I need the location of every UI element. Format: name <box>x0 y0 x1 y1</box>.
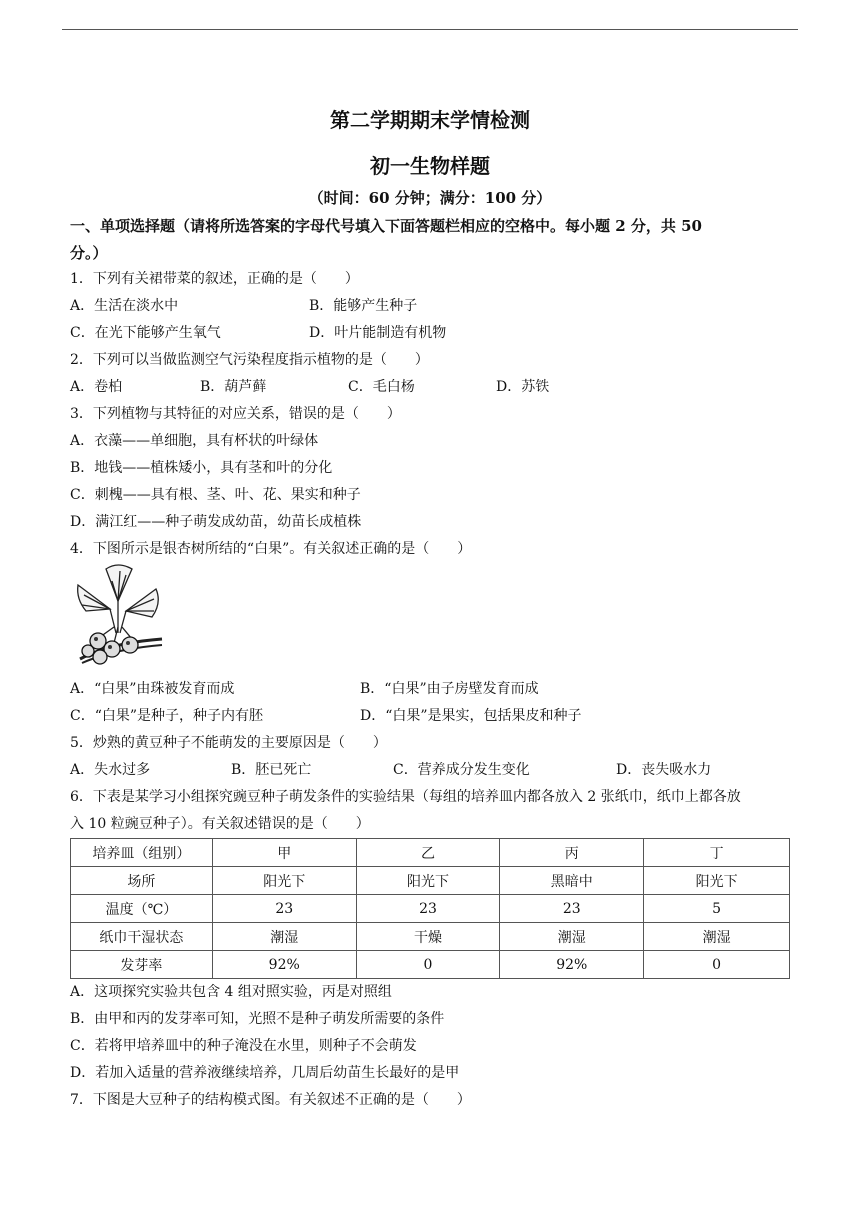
section-heading-line1: 一、单项选择题（请将所选答案的字母代号填入下面答题栏相应的空格中。每小题 2 分，共 50 <box>70 217 702 235</box>
q3-stem: 3．下列植物与其特征的对应关系，错误的是（ ） <box>70 406 401 422</box>
table-cell: 潮湿 <box>644 923 790 951</box>
table-cell: 场所 <box>71 867 213 895</box>
q5-option-b: B．胚已死亡 <box>231 762 312 778</box>
q4-option-c: C．“白果”是种子，种子内有胚 <box>70 708 264 724</box>
table-cell: 纸巾干湿状态 <box>71 923 213 951</box>
q5-stem: 5．炒熟的黄豆种子不能萌发的主要原因是（ ） <box>70 735 387 751</box>
table-cell: 5 <box>644 895 790 923</box>
table-cell: 23 <box>356 895 500 923</box>
table-cell: 乙 <box>356 839 500 867</box>
q6-option-b: B．由甲和丙的发芽率可知，光照不是种子萌发所需要的条件 <box>70 1011 445 1027</box>
table-row <box>71 951 790 979</box>
table-cell: 阳光下 <box>212 867 356 895</box>
q2-option-b: B．葫芦藓 <box>200 379 267 395</box>
q6-option-c: C．若将甲培养皿中的种子淹没在水里，则种子不会萌发 <box>70 1038 417 1054</box>
q6-stem-line1: 6．下表是某学习小组探究豌豆种子萌发条件的实验结果（每组的培养皿内都各放入 2 张纸巾，纸巾上都各放 <box>70 789 741 805</box>
header-rule <box>62 29 798 30</box>
q2-option-a: A．卷柏 <box>70 379 123 395</box>
q1-option-b: B．能够产生种子 <box>309 298 418 314</box>
q6-stem-line2: 入 10 粒豌豆种子）。有关叙述错误的是（ ） <box>70 816 370 832</box>
q2-stem: 2．下列可以当做监测空气污染程度指示植物的是（ ） <box>70 352 429 368</box>
q5-option-a: A．失水过多 <box>70 762 151 778</box>
q1-option-a: A．生活在淡水中 <box>70 298 179 314</box>
q6-option-a: A．这项探究实验共包含 4 组对照实验，丙是对照组 <box>70 984 392 1000</box>
exam-meta: （时间：60 分钟；满分：100 分） <box>308 189 552 207</box>
table-cell: 阳光下 <box>356 867 500 895</box>
q1-stem: 1．下列有关裙带菜的叙述，正确的是（ ） <box>70 271 359 287</box>
table-cell: 丁 <box>644 839 790 867</box>
table-cell: 温度（℃） <box>71 895 213 923</box>
q1-option-c: C．在光下能够产生氧气 <box>70 325 221 341</box>
table-cell: 培养皿（组别） <box>71 839 213 867</box>
q3-option-b: B．地钱——植株矮小，具有茎和叶的分化 <box>70 460 333 476</box>
table-cell: 黑暗中 <box>500 867 644 895</box>
q4-option-b: B．“白果”由子房壁发育而成 <box>360 681 539 697</box>
q5-option-d: D．丧失吸水力 <box>616 762 712 778</box>
q2-option-d: D．苏铁 <box>496 379 550 395</box>
table-cell: 干燥 <box>356 923 500 951</box>
table-cell: 92% <box>500 951 644 979</box>
q1-option-d: D．叶片能制造有机物 <box>309 325 447 341</box>
table-cell: 92% <box>212 951 356 979</box>
table-cell: 0 <box>644 951 790 979</box>
q4-option-a: A．“白果”由珠被发育而成 <box>70 681 235 697</box>
q6-option-d: D．若加入适量的营养液继续培养，几周后幼苗生长最好的是甲 <box>70 1065 460 1081</box>
table-cell: 丙 <box>500 839 644 867</box>
q5-option-c: C．营养成分发生变化 <box>393 762 530 778</box>
ginkgo-fruit-illustration <box>70 563 166 669</box>
q7-stem: 7．下图是大豆种子的结构模式图。有关叙述不正确的是（ ） <box>70 1092 471 1108</box>
table-cell: 甲 <box>212 839 356 867</box>
table-cell: 潮湿 <box>212 923 356 951</box>
section-heading-line2: 分。） <box>70 244 108 262</box>
table-cell: 阳光下 <box>644 867 790 895</box>
q2-option-c: C．毛白杨 <box>348 379 415 395</box>
table-cell: 潮湿 <box>500 923 644 951</box>
table-row <box>71 923 790 951</box>
page-subtitle: 初一生物样题 <box>370 154 490 178</box>
q4-stem: 4．下图所示是银杏树所结的“白果”。有关叙述正确的是（ ） <box>70 541 472 557</box>
germination-results-table <box>70 838 790 979</box>
table-cell: 23 <box>212 895 356 923</box>
table-cell: 发芽率 <box>71 951 213 979</box>
q3-option-c: C．刺槐——具有根、茎、叶、花、果实和种子 <box>70 487 361 503</box>
table-cell: 0 <box>356 951 500 979</box>
table-row <box>71 895 790 923</box>
table-cell: 23 <box>500 895 644 923</box>
q3-option-d: D．满江红——种子萌发成幼苗，幼苗长成植株 <box>70 514 362 530</box>
q4-option-d: D．“白果”是果实，包括果皮和种子 <box>360 708 582 724</box>
page-title: 第二学期期末学情检测 <box>330 108 530 132</box>
q3-option-a: A．衣藻——单细胞，具有杯状的叶绿体 <box>70 433 319 449</box>
table-row <box>71 867 790 895</box>
table-row <box>71 839 790 867</box>
